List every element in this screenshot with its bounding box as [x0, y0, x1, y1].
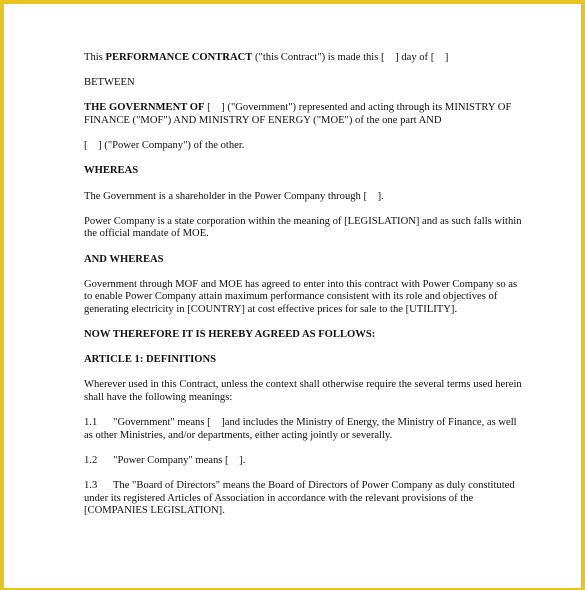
- whereas-heading: WHEREAS: [84, 165, 139, 177]
- government-paragraph: [84, 102, 524, 127]
- agreement-paragraph: Government through MOF and MOE has agreed to enter into this contract with Power Company so as to enable Power Company attain maximum performance consistent with its role and objectives of generating electricity in [COUNTRY] at cost effective prices for sale to the [UTILITY].: [84, 278, 520, 315]
- and-whereas-heading: AND WHEREAS: [84, 253, 164, 265]
- now-therefore-heading: NOW THEREFORE IT IS HEREBY AGREED AS FOLLOWS:: [84, 329, 376, 341]
- state-corporation-paragraph: Power Company is a state corporation within the meaning of [LEGISLATION] and as such falls within the official mandate of MOE.: [84, 215, 525, 240]
- document-body: [84, 52, 524, 531]
- government-text: [ ] ("Government") represented and acting through its MINISTRY OF FINANCE ("MOF") AND MINISTRY OF ENERGY ("MOE") of the one part AND: [84, 102, 515, 126]
- government-heading: THE GOVERNMENT OF: [84, 102, 205, 114]
- definition-1-1: 1.1 "Government" means [ ]and includes the Ministry of Energy, the Ministry of Finance, as well as other Ministries, and/or departments, either acting jointly or severally.: [84, 417, 520, 441]
- power-company-paragraph: [ ] ("Power Company") of the other.: [84, 140, 245, 152]
- intro-post: ("this Contract") is made this [ ] day of [ ]: [252, 52, 449, 63]
- wherever-paragraph: Wherever used in this Contract, unless the context shall otherwise require the several terms used herein shall have the following meanings:: [84, 379, 525, 404]
- intro-paragraph: [84, 52, 524, 65]
- intro-pre: This: [84, 52, 106, 63]
- contract-title: PERFORMANCE CONTRACT: [105, 52, 253, 63]
- definition-1-3: 1.3 The "Board of Directors" means the Board of Directors of Power Company as duly constituted under its registered Articles of Association in accordance with the relevant provisions of the [COMPANIES LEGISLATION].: [84, 480, 518, 517]
- shareholder-paragraph: The Government is a shareholder in the Power Company through [ ].: [84, 190, 384, 202]
- article-1-heading: ARTICLE 1: DEFINITIONS: [84, 354, 217, 366]
- between-label: BETWEEN: [84, 77, 135, 89]
- definition-1-2: 1.2 "Power Company" means [ ].: [84, 455, 246, 466]
